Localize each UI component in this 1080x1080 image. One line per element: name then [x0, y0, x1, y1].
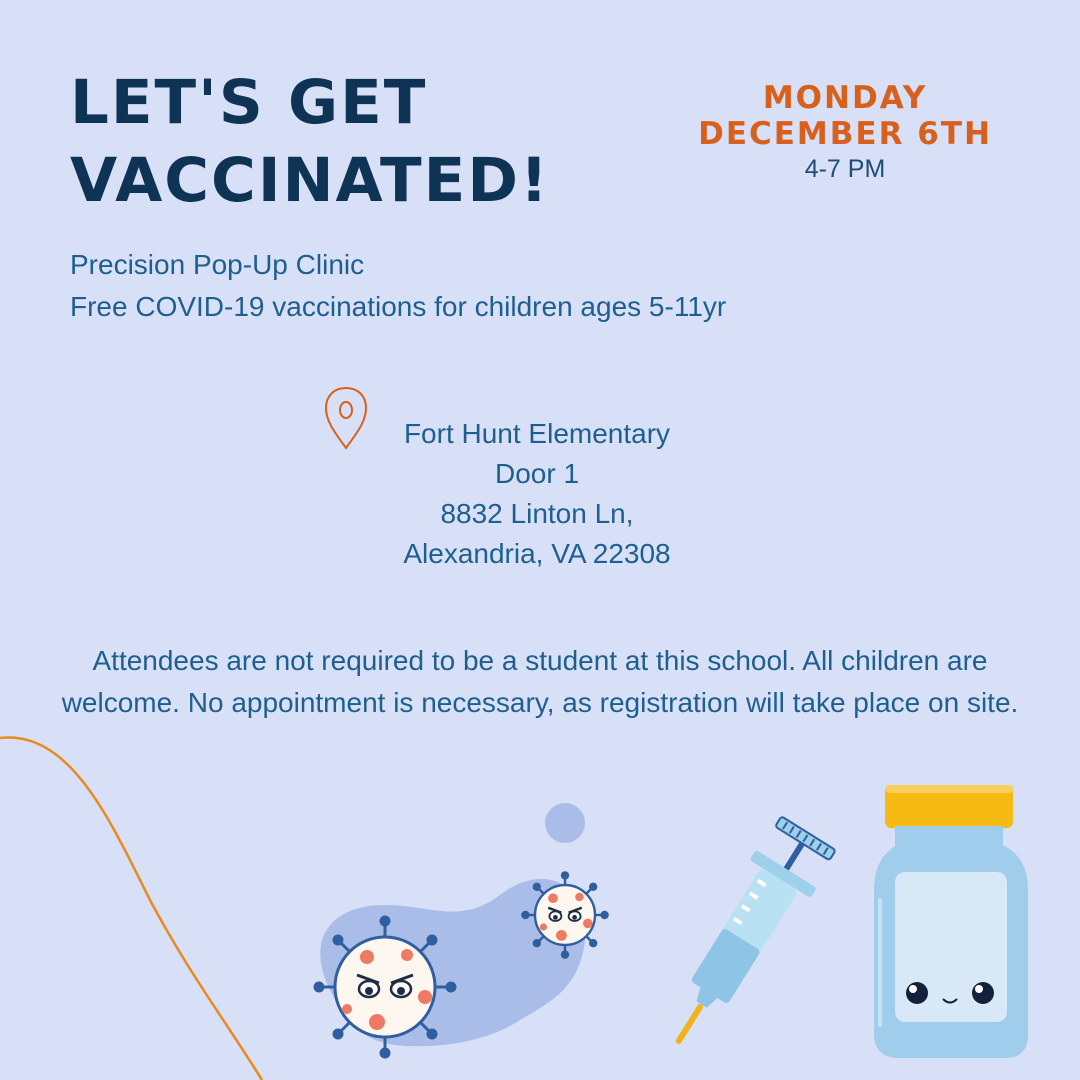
- decorative-curve: [0, 738, 262, 1080]
- virus-icon: [315, 917, 455, 1057]
- event-time: 4-7 PM: [804, 155, 886, 183]
- location-street: 8832 Linton Ln,: [440, 498, 634, 529]
- event-day: MONDAY: [762, 80, 928, 116]
- decorative-blob: [320, 879, 585, 1046]
- location-city: Alexandria, VA 22308: [403, 538, 671, 569]
- decorative-dot: [545, 803, 585, 843]
- event-date: [660, 80, 1030, 184]
- location-name: Fort Hunt Elementary: [403, 418, 671, 449]
- clinic-description: Free COVID-19 vaccinations for children ages 5-11yr: [70, 291, 727, 322]
- page-title: [70, 64, 550, 220]
- location-door: Door 1: [494, 458, 580, 489]
- virus-icon: [522, 872, 607, 957]
- event-date-text: DECEMBER 6TH: [698, 116, 992, 152]
- attendance-notice: Attendees are not required to be a student at this school. All children are welcome. No appointment is necessary, as registration will take place on site.: [61, 645, 1019, 718]
- location-address: [352, 414, 722, 574]
- syringe-icon: [647, 814, 839, 1062]
- title-line-2: VACCINATED!: [70, 145, 550, 216]
- vaccine-vial-icon: [874, 785, 1028, 1058]
- clinic-info: [70, 244, 726, 328]
- clinic-name: Precision Pop-Up Clinic: [70, 249, 365, 280]
- title-line-1: LET'S GET: [70, 67, 428, 138]
